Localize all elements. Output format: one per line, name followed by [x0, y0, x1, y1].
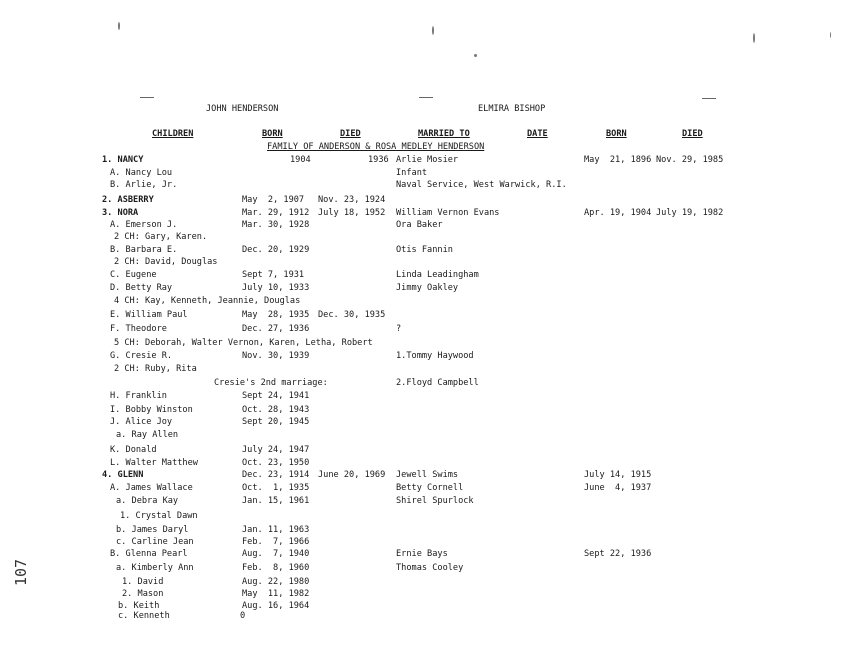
col-died: DIED [340, 129, 361, 139]
row-name: 5 CH: Deborah, Walter Vernon, Karen, Letha, Robert [114, 338, 373, 348]
row-name: D. Betty Ray [110, 283, 173, 293]
row-married-to: Ernie Bays [396, 549, 448, 559]
row-born: July 10, 1933 [242, 283, 310, 293]
row-born: Jan. 11, 1963 [242, 525, 310, 535]
col-spouse-born: BORN [606, 129, 627, 139]
row-died: Dec. 30, 1935 [318, 310, 386, 320]
scan-speck [118, 22, 120, 30]
row-born: May 2, 1907 [242, 195, 305, 205]
row-name: A. James Wallace [110, 483, 193, 493]
row-name: G. Cresie R. [110, 351, 173, 361]
row-name: 1. David [122, 577, 164, 587]
row-married-to: Otis Fannin [396, 245, 453, 255]
row-born: Aug. 16, 1964 [242, 601, 310, 611]
row-born: Dec. 23, 1914 [242, 470, 310, 480]
row-born: May 11, 1982 [242, 589, 310, 599]
row-married-to: Naval Service, West Warwick, R.I. [396, 180, 567, 190]
row-died: July 18, 1952 [318, 208, 386, 218]
row-name: c. Carline Jean [116, 537, 194, 547]
row-spouse-born: Sept 22, 1936 [584, 549, 652, 559]
row-married-to: Thomas Cooley [396, 563, 464, 573]
scan-dash [140, 97, 154, 98]
row-name: B. Barbara E. [110, 245, 178, 255]
row-born: Mar. 29, 1912 [242, 208, 310, 218]
row-married-to: ? [396, 324, 402, 334]
row-name: Cresie's 2nd marriage: [214, 378, 328, 388]
row-born: Oct. 1, 1935 [242, 483, 310, 493]
row-name: 2 CH: Ruby, Rita [114, 364, 197, 374]
row-born: Aug. 22, 1980 [242, 577, 310, 587]
row-name: J. Alice Joy [110, 417, 173, 427]
row-name: K. Donald [110, 445, 157, 455]
row-name: A. Emerson J. [110, 220, 178, 230]
scan-speck [830, 32, 831, 38]
row-name: c. Kenneth [118, 611, 170, 621]
scan-speck [474, 54, 477, 57]
row-name: B. Glenna Pearl [110, 549, 188, 559]
row-born: Aug. 7, 1940 [242, 549, 310, 559]
row-born: July 24, 1947 [242, 445, 310, 455]
row-name: 3. NORA [102, 208, 139, 218]
row-name: 2 CH: David, Douglas [114, 257, 218, 267]
row-married-to: William Vernon Evans [396, 208, 500, 218]
row-born: May 28, 1935 [242, 310, 310, 320]
wife-name: ELMIRA BISHOP [478, 104, 546, 114]
row-name: H. Franklin [110, 391, 167, 401]
col-born: BORN [262, 129, 283, 139]
row-born: Feb. 7, 1966 [242, 537, 310, 547]
col-date: DATE [527, 129, 548, 139]
row-born: Feb. 8, 1960 [242, 563, 310, 573]
row-married-to: Jimmy Oakley [396, 283, 459, 293]
row-married-to: Jewell Swims [396, 470, 459, 480]
row-married-to: Betty Cornell [396, 483, 464, 493]
row-name: A. Nancy Lou [110, 168, 173, 178]
col-children: CHILDREN [152, 129, 194, 139]
row-spouse-died: July 19, 1982 [656, 208, 724, 218]
husband-name: JOHN HENDERSON [206, 104, 279, 114]
scan-dash [702, 98, 716, 99]
row-died: Nov. 23, 1924 [318, 195, 386, 205]
row-name: L. Walter Matthew [110, 458, 198, 468]
family-title: FAMILY OF ANDERSON & ROSA MEDLEY HENDERSON [267, 142, 485, 152]
row-born: Sept 24, 1941 [242, 391, 310, 401]
row-married-to: Shirel Spurlock [396, 496, 474, 506]
row-name: F. Theodore [110, 324, 167, 334]
row-married-to: 2.Floyd Campbell [396, 378, 479, 388]
row-born: Mar. 30, 1928 [242, 220, 310, 230]
row-spouse-born: July 14, 1915 [584, 470, 652, 480]
row-name: 2. Mason [122, 589, 164, 599]
row-name: a. Kimberly Ann [116, 563, 194, 573]
row-born: Dec. 20, 1929 [242, 245, 310, 255]
col-married-to: MARRIED TO [418, 129, 470, 139]
row-name: a. Ray Allen [116, 430, 179, 440]
row-name: b. James Daryl [116, 525, 189, 535]
row-married-to: Arlie Mosier [396, 155, 459, 165]
row-born: 1904 [290, 155, 311, 165]
row-name: 4. GLENN [102, 470, 144, 480]
row-born: Dec. 27, 1936 [242, 324, 310, 334]
row-name: 2 CH: Gary, Karen. [114, 232, 208, 242]
row-name: 4 CH: Kay, Kenneth, Jeannie, Douglas [114, 296, 301, 306]
row-name: 1. NANCY [102, 155, 144, 165]
row-born: 0 [240, 611, 246, 621]
row-name: 2. ASBERRY [102, 195, 154, 205]
scan-dash [419, 97, 433, 98]
row-spouse-born: Apr. 19, 1904 [584, 208, 652, 218]
row-spouse-born: May 21, 1896 [584, 155, 652, 165]
margin-page-number: 107 [12, 558, 30, 586]
row-born: Oct. 28, 1943 [242, 405, 310, 415]
row-name: b. Keith [118, 601, 160, 611]
row-married-to: Linda Leadingham [396, 270, 479, 280]
row-died: 1936 [368, 155, 389, 165]
row-married-to: 1.Tommy Haywood [396, 351, 474, 361]
row-name: E. William Paul [110, 310, 188, 320]
row-married-to: Infant [396, 168, 428, 178]
row-born: Sept 20, 1945 [242, 417, 310, 427]
col-spouse-died: DIED [682, 129, 703, 139]
row-name: I. Bobby Winston [110, 405, 193, 415]
row-name: 1. Crystal Dawn [120, 511, 198, 521]
row-born: Oct. 23, 1950 [242, 458, 310, 468]
row-born: Jan. 15, 1961 [242, 496, 310, 506]
scan-speck [753, 33, 755, 43]
row-name: C. Eugene [110, 270, 157, 280]
row-name: B. Arlie, Jr. [110, 180, 178, 190]
row-name: a. Debra Kay [116, 496, 179, 506]
row-born: Sept 7, 1931 [242, 270, 305, 280]
row-spouse-born: June 4, 1937 [584, 483, 652, 493]
row-married-to: Ora Baker [396, 220, 443, 230]
scan-speck [432, 26, 434, 35]
row-died: June 20, 1969 [318, 470, 386, 480]
row-born: Nov. 30, 1939 [242, 351, 310, 361]
row-spouse-died: Nov. 29, 1985 [656, 155, 724, 165]
